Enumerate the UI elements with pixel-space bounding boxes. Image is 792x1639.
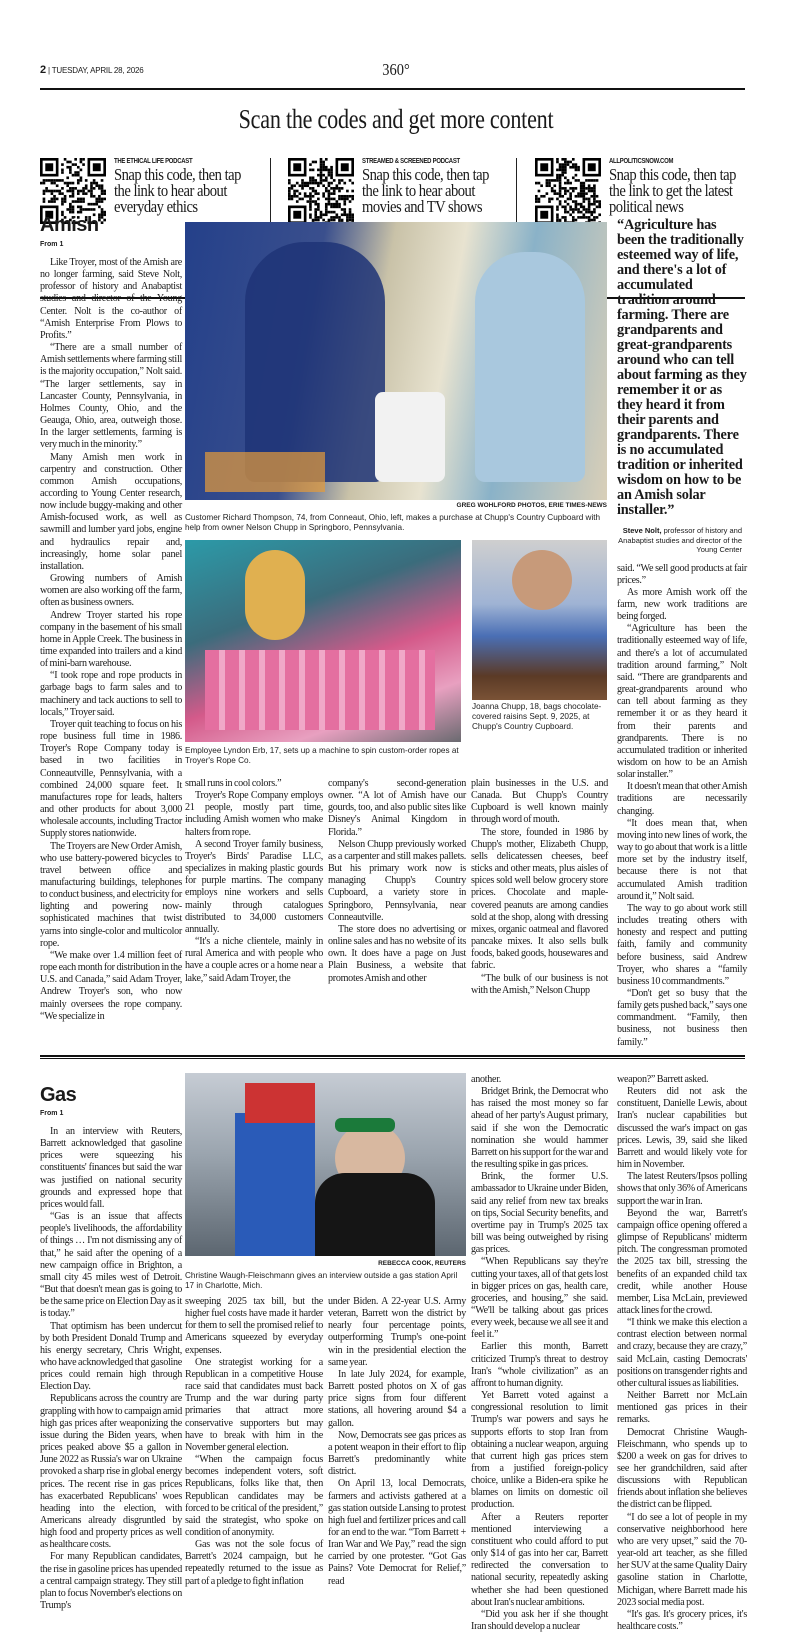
- promo-item-streamed-screened[interactable]: [288, 158, 518, 232]
- photo-caption: Christine Waugh-Fleischmann gives an interview outside a gas station April 17 in Charlotte, Mich.: [185, 1271, 458, 1290]
- article-paragraph: Now, Democrats see gas prices as a potent weapon in their effort to flip Barrett's predominantly white district.: [328, 1429, 466, 1478]
- amish-column-2: [185, 778, 323, 985]
- promo-text: Snap this code, then tap the link to hear about movies and TV shows: [362, 165, 489, 216]
- gas-column-5: [617, 1074, 747, 1633]
- issue-date: TUESDAY, APRIL 28, 2026: [51, 66, 144, 75]
- amish-store-photo: [185, 222, 607, 500]
- promo-label: STREAMED & SCREENED PODCAST: [362, 158, 460, 165]
- gas-station-photo: [185, 1073, 466, 1256]
- article-paragraph: “When the campaign focus becomes independent voters, soft Republicans, folks like that, then Republican candidates may be forced to be critical of the president,” said the strategist, who spoke on condition of anonymity.: [185, 1454, 323, 1538]
- article-paragraph: small runs in cool colors.”: [185, 778, 282, 789]
- article-paragraph: “The bulk of our business is not with the Amish,” Nelson Chupp: [471, 972, 608, 996]
- article-paragraph: “We make over 1.4 million feet of rope each month for distribution in the U.S. and Canada,” said Adam Troyer, Andrew Troyer's son, who now mainly oversees the rope company. “We specialize in: [40, 949, 182, 1022]
- article-paragraph: “I do see a lot of people in my conservative neighborhood here who are very upset,” said the 70-year-old art teacher, as she filled her SUV at the same Quality Dairy gasoline station in Charlotte, Michigan, where Barrett made his 2023 social media post.: [617, 1511, 747, 1608]
- article-paragraph: Andrew Troyer started his rope company in the basement of his small home in Apple Creek. The business in time expanded into trailers and a kind of mini-barn warehouse.: [40, 609, 182, 670]
- article-paragraph: Bridget Brink, the Democrat who has raised the most money so far ahead of her party's August primary, said if she won the Democratic nomination she would hammer Barrett on his support for the war and the resulting spike in gas prices.: [471, 1086, 608, 1171]
- photo-caption: Employee Lyndon Erb, 17, sets up a machine to spin custom-order ropes at Troyer's Rope Co.: [185, 746, 459, 765]
- pull-quote-attribution: [617, 526, 742, 555]
- article-paragraph: “Don't get so busy that the family gets pushed back,” says one commandment. “Family, then business, not business then family.”: [617, 987, 747, 1048]
- amish-column-1: [40, 257, 182, 1023]
- article-paragraph: That optimism has been undercut by both President Donald Trump and his energy secretary, Chris Wright, who have acknowledged that gasoline prices could remain high through Election Day.: [40, 1320, 182, 1393]
- article-paragraph: company's second-generation owner. “A lot of Amish have our gourds, too, and also public sites like Disney's Animal Kingdom in Florida.”: [328, 778, 466, 838]
- article-paragraph: “When Republicans say they're cutting your taxes, all of that gets lost in bigger prices on gas, health care, groceries, and housing,” she said. “We'll be talking about gas prices every week, because we all see it and feel it.”: [471, 1256, 608, 1341]
- section-name: 360°: [382, 60, 410, 79]
- amish-column-4: [471, 778, 608, 997]
- article-paragraph: Brink, the former U.S. ambassador to Ukraine under Biden, said any relief from new tax breaks on tips, Social Security benefits, and overtime pay in Trump's 2025 tax bill was being outweighed by rising gas prices.: [471, 1171, 608, 1256]
- promo-title: Scan the codes and get more content: [238, 104, 554, 134]
- promo-text: Snap this code, then tap the link to hear about everyday ethics: [114, 165, 241, 216]
- gas-headline: Gas: [40, 1084, 77, 1106]
- article-paragraph: Neither Barrett nor McLain mentioned gas prices in their remarks.: [617, 1390, 747, 1426]
- article-paragraph: One strategist working for a Republican in a competitive House race said that candidates must back Trump and the war during party primaries that attract more conservative supporters but may have to break with him in the November general election.: [185, 1356, 323, 1453]
- attribution-name: Steve Nolt,: [622, 526, 662, 535]
- article-paragraph: For many Republican candidates, the rise in gasoline prices has upended a central campaign strategy. They still plan to focus November's elections on Trump's: [40, 1551, 182, 1612]
- article-paragraph: As more Amish work off the farm, new work traditions are being forged.: [617, 586, 747, 623]
- amish-right-rail: [617, 218, 747, 1049]
- promo-label: ALLPOLITICSNOW.COM: [609, 158, 674, 165]
- divider: [270, 158, 271, 228]
- article-paragraph: Troyer's Rope Company employs 21 people, mostly part time, including Amish women who make halters from rope.: [185, 790, 323, 838]
- article-paragraph: “I took rope and rope products in garbage bags to farm sales and to machinery and tack auctions to sell to locals,” Troyer said.: [40, 670, 182, 718]
- article-paragraph: “I think we make this election a contrast election between normal and crazy, because they are crazy,” said McLain, casting Democrats' positions on transgender rights and other cultural issues as liabilities.: [617, 1317, 747, 1389]
- qr-code-icon[interactable]: [288, 158, 354, 224]
- article-paragraph: Gas was not the sole focus of Barrett's 2024 campaign, but he repeatedly returned to the issue as part of a pledge to fight inflation: [185, 1539, 323, 1587]
- article-paragraph: In an interview with Reuters, Barrett acknowledged that gasoline prices were squeezing his constituents' finances but said the war was justified on national security grounds and expressed hope that prices would fall.: [40, 1126, 182, 1210]
- gas-column-2: [185, 1296, 323, 1588]
- article-paragraph: Beyond the war, Barrett's campaign office opening offered a glimpse of Republicans' midterm pitch. The congressman promoted the 2025 tax bill, stressing the benefits of an expanded child tax credit, while another House member, Lisa McLain, previewed attack lines for the crowd.: [617, 1207, 747, 1316]
- page-folio: 2 | TUESDAY, APRIL 28, 2026: [40, 64, 144, 76]
- header-rule: [40, 88, 745, 90]
- qr-code-icon[interactable]: [535, 158, 601, 224]
- article-paragraph: “It does mean that, when moving into new lines of work, the way to go about that work is a little more set by the industry itself, because there is not that accumulated Amish tradition around it,” Nolt said.: [617, 817, 747, 902]
- article-paragraph: After a Reuters reporter mentioned interviewing a constituent who could afford to put only $14 of gas into her car, Barrett redirected the conversation to national security, repeatedly asking whether she had been questioned about Iran's nuclear ambitions.: [471, 1511, 608, 1608]
- attribution-title: professor of history and Anabaptist studies and director of the Young Center: [618, 526, 742, 554]
- promo-text: Snap this code, then tap the link to get the latest political news: [609, 165, 736, 216]
- page-number: 2: [40, 64, 46, 76]
- article-paragraph: A second Troyer family business, Troyer's Birds' Paradise LLC, specializes in making plastic gourds for purple martins. The company employs nine workers and sells mainly through catalogues distributed to 34,000 customers annually.: [185, 838, 323, 935]
- article-paragraph: “Did you ask her if she thought Iran should develop a nuclear: [471, 1608, 608, 1633]
- article-paragraph: Reuters did not ask the constituent, Danielle Lewis, about Iran's nuclear capabilities but discussed the war's impact on gas prices. Lewis, 39, said she liked Barrett and would likely vote for him in November.: [617, 1086, 747, 1171]
- amish-jump-line: From 1: [40, 241, 64, 248]
- article-paragraph: Earlier this month, Barrett criticized Trump's threat to destroy Iran's “whole civilization” as an affront to human dignity.: [471, 1341, 608, 1389]
- gas-column-1: [40, 1126, 182, 1612]
- article-paragraph: weapon?” Barrett asked.: [617, 1074, 709, 1085]
- article-paragraph: Yet Barrett voted against a congressional resolution to limit Trump's war powers and says he supports efforts to stop Iran from obtaining a nuclear weapon, arguing that current high gas prices stem from a justified foreign-policy choice, unlike a Biden-era spike he blames on limits on domestic oil production.: [471, 1390, 608, 1511]
- article-paragraph: “Agriculture has been the traditionally esteemed way of life, and there's a lot of accumulated tradition around farming,” Nolt said. “There are grandparents and great-grandparents around who can tell about farming as they remember it or as they heard it from their parents and grandparents. There is no accumulated tradition or inherited wisdom on how to be an Amish solar installer.”: [617, 623, 747, 781]
- article-paragraph: Republicans across the country are grappling with how to campaign amid high gas prices after weaponizing the issue during the Biden years, when prices peaked above $5 a gallon in June 2022 as Russia's war on Ukraine provoked a sharp rise in global energy prices. The recent rise in gas prices has exacerbated Republicans' woes heading into the election, with Americans already disgruntled by high food and property prices as well as healthcare costs.: [40, 1393, 182, 1551]
- amish-column-5: [617, 563, 747, 1049]
- photo-credit: GREG WOHLFORD PHOTOS, ERIE TIMES-NEWS: [456, 502, 607, 509]
- article-paragraph: The latest Reuters/Ipsos polling shows that only 36% of Americans support the war in Iran.: [617, 1171, 747, 1207]
- article-paragraph: The store, founded in 1986 by Chupp's mother, Elizabeth Chupp, sells delicatessen cheeses, beef sticks and other meats, plus aisles of spices sold well below grocery store prices. Chocolate and maple-covered peanuts are among candies sold at the shop, along with dressing mixes, organic oatmeal and flavored pancake mixes. It also sells bulk foods, baked goods, housewares and fabric.: [471, 826, 608, 972]
- photo-caption: Joanna Chupp, 18, bags chocolate-covered raisins Sept. 9, 2025, at Chupp's Country Cupboard.: [472, 702, 602, 731]
- article-paragraph: The way to go about work still includes treating others with honesty and respect and putting faith, family and community before business, said Andrew Troyer, who shares a “family business 10 commandments.”: [617, 902, 747, 987]
- article-paragraph: Democrat Christine Waugh-Fleischmann, who spends up to $200 a week on gas for drives to see her grandchildren, said after discussions with Republican friends about inflation she believes the district can be flipped.: [617, 1426, 747, 1511]
- article-paragraph: plain businesses in the U.S. and Canada. But Chupp's Country Cupboard is well known mainly through word of mouth.: [471, 778, 608, 826]
- article-paragraph: another.: [471, 1074, 501, 1085]
- article-paragraph: “It's a niche clientele, mainly in rural America and with people who have a couple acres or a home near a lake,” said Adam Troyer, the: [185, 936, 323, 984]
- rope-machine-photo: [185, 540, 461, 742]
- chocolate-raisins-photo: [472, 540, 607, 700]
- article-paragraph: It doesn't mean that other Amish traditions are necessarily changing.: [617, 781, 747, 817]
- article-paragraph: Growing numbers of Amish women are also working off the farm, often as business owners.: [40, 573, 182, 609]
- gas-column-4: [471, 1074, 608, 1633]
- amish-headline: Amish: [40, 214, 99, 236]
- article-paragraph: Like Troyer, most of the Amish are no longer farming, said Steve Nolt, professor of history and Anabaptist studies and director of the Young Center. Nolt is the co-author of “Amish Enterprise From Plows to Profits.”: [40, 257, 182, 341]
- pull-quote: “Agriculture has been the traditionally esteemed way of life, and there's a lot of accumulated tradition around farming. There are grandparents and great-grandparents around who can tell about farming as they remember it or as they heard it from their parents and grandparents. There is no accumulated tradition or inherited wisdom on how to be an Amish solar installer.”: [617, 217, 747, 518]
- photo-caption: Customer Richard Thompson, 74, from Conneaut, Ohio, left, makes a purchase at Chupp's Country Cupboard with help from owner Nelson Chupp in Springboro, Pennsylvania.: [185, 513, 601, 532]
- article-paragraph: Troyer quit teaching to focus on his rope business full time in 1986. Troyer's Rope Company today is based in two facilities in Conneautville, Pennsylvania, with a combined 24,000 square feet. It manufactures rope for leads, halters and other products for about 3,000 wholesale accounts, including Tractor Supply stores nationwide.: [40, 718, 182, 840]
- article-paragraph: The store does no advertising or online sales and has no website of its own. It does have a page on Just Plain Business, a website that promotes Amish and other: [328, 923, 466, 984]
- article-paragraph: sweeping 2025 tax bill, but the higher fuel costs have made it harder for them to sell the promised relief to Americans squeezed by everyday expenses.: [185, 1296, 323, 1356]
- article-paragraph: Many Amish men work in carpentry and construction. Other common Amish occupations, according to Young Center research, now include buggy-making and other Amish-focused work, as well as sawmill and lumber yard jobs, engine and hydraulics repair and, increasingly, home solar panel installation.: [40, 451, 182, 572]
- article-paragraph: On April 13, local Democrats, farmers and activists gathered at a gas station outside Lansing to protest high fuel and fertilizer prices and call for an end to the war. “Tom Barrett + Iran War and We Pay,” read the sign carried by one protester. “Got Gas Pains? Vote Democrat for Relief,” read: [328, 1478, 466, 1587]
- article-paragraph: The Troyers are New Order Amish, who use battery-powered bicycles to travel between office and manufacturing buildings, telephones to conduct business, and electricity for lighting and powering now-sophisticated machines that twist yarns into single-color and multicolor rope.: [40, 840, 182, 949]
- divider: [516, 158, 517, 228]
- amish-column-3: [328, 778, 466, 985]
- article-paragraph: In late July 2024, for example, Barrett posted photos on X of gas price signs from four different stations, all hovering around $4 a gallon.: [328, 1368, 466, 1429]
- photo-credit: REBECCA COOK, REUTERS: [378, 1260, 466, 1267]
- story-divider: [40, 1055, 745, 1059]
- article-paragraph: said. “We sell good products at fair prices.”: [617, 562, 747, 586]
- article-paragraph: “It's gas. It's grocery prices, it's healthcare costs.”: [617, 1608, 747, 1633]
- gas-jump-line: From 1: [40, 1110, 64, 1117]
- gas-column-3: [328, 1296, 466, 1588]
- article-paragraph: “There are a small number of Amish settlements where farming still is the majority occupation,” Nolt said. “The larger settlements, say in Lancaster County, Pennsylvania, in Holmes County, Ohio, and the Geauga, Ohio, area, outweigh those. In the larger settlements, farming is very much in the minority.”: [40, 342, 182, 451]
- article-paragraph: Nelson Chupp previously worked as a carpenter and still makes pallets. But his primary work now is managing Chupp's Country Cupboard, a variety store in Springboro, Pennsylvania, near Conneautville.: [328, 838, 466, 923]
- article-paragraph: under Biden. A 22-year U.S. Army veteran, Barrett won the district by nearly four percentage points, outperforming Trump's one-point win in the presidential election the same year.: [328, 1296, 466, 1368]
- article-paragraph: “Gas is an issue that affects people's livelihoods, the affordability of things … I'm not dismissing any of that,” he said after the opening of a new campaign office in Brighton, a small city 45 miles west of Detroit. “But that doesn't mean gas is going to be the same price on Election Day as it is today.”: [40, 1211, 182, 1320]
- promo-label: THE ETHICAL LIFE PODCAST: [114, 158, 193, 165]
